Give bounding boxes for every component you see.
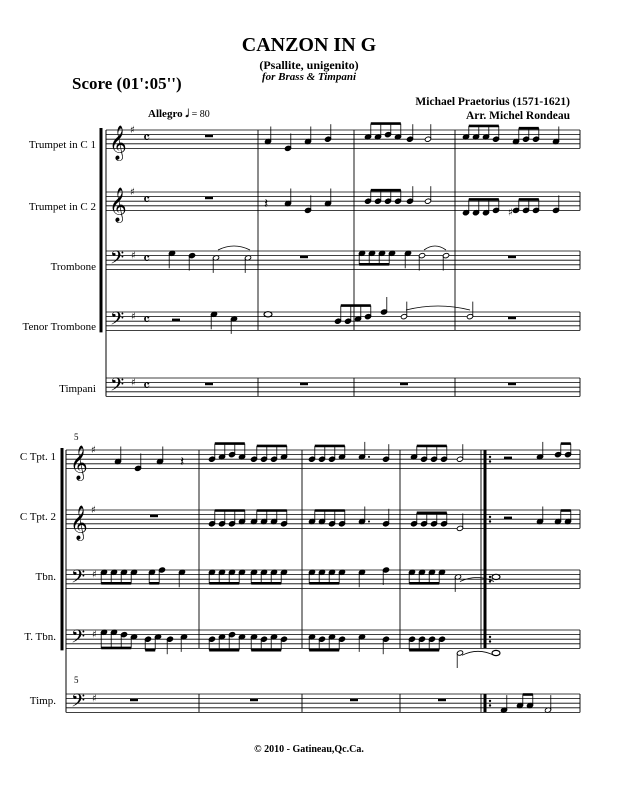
half-rest-icon (504, 517, 512, 520)
whole-rest-icon (205, 197, 213, 200)
common-time-icon: 𝄴 (143, 310, 151, 330)
measure-number-system-2: 5 (74, 432, 79, 442)
measure-number-timpani: 5 (74, 675, 79, 685)
whole-rest-icon (400, 383, 408, 386)
key-sharp-icon: ♯ (130, 187, 135, 198)
common-time-icon: 𝄴 (143, 190, 151, 210)
tie (424, 246, 446, 250)
whole-note (492, 574, 500, 579)
part-name-timp: Timp. (29, 695, 56, 707)
repeat-dot (489, 520, 491, 522)
part-name-trumpet-2: Trumpet in C 2 (28, 201, 96, 213)
bass-clef-icon: 𝄢 (71, 690, 86, 716)
whole-rest-icon (250, 699, 258, 702)
tie (406, 306, 470, 310)
common-time-icon: 𝄴 (143, 249, 151, 269)
bass-clef-icon: 𝄢 (110, 247, 125, 273)
bass-clef-icon: 𝄢 (110, 308, 125, 334)
copyright-footer: © 2010 - Gatineau,Qc.Ca. (254, 744, 364, 755)
treble-clef-icon: 𝄞 (70, 505, 88, 541)
key-sharp-icon: ♯ (91, 505, 96, 516)
repeat-dot (489, 640, 491, 642)
key-sharp-icon: ♯ (91, 445, 96, 456)
half-rest-icon (504, 457, 512, 460)
repeat-dot (489, 704, 491, 706)
bass-clef-icon: 𝄢 (71, 566, 86, 592)
part-name-c-tpt-2: C Tpt. 2 (19, 511, 56, 523)
whole-rest-icon (300, 256, 308, 259)
whole-rest-icon (205, 135, 213, 138)
key-sharp-icon: ♯ (131, 250, 136, 262)
treble-clef-icon: 𝄞 (109, 187, 127, 223)
part-name-c-tpt-1: C Tpt. 1 (19, 451, 56, 463)
half-note-icon: 𝅗𝅥 (185, 108, 189, 120)
score-title: CANZON IN G (241, 34, 377, 56)
repeat-dot (489, 460, 491, 462)
repeat-dot (489, 580, 491, 582)
whole-rest-icon (508, 383, 516, 386)
key-sharp-icon: ♯ (92, 569, 97, 581)
quarter-rest-icon: 𝄽 (180, 453, 185, 470)
part-name-tenor-trombone: Tenor Trombone (22, 321, 96, 333)
metronome-value: = 80 (191, 109, 210, 120)
key-sharp-icon: ♯ (130, 125, 135, 136)
key-sharp-icon: ♯ (131, 377, 136, 389)
common-time-icon: 𝄴 (143, 376, 151, 396)
dot (368, 456, 370, 458)
quarter-rest-icon: 𝄽 (264, 195, 269, 212)
arranger-credit: Arr. Michel Rondeau (465, 110, 570, 122)
part-name-trombone: Trombone (50, 261, 96, 273)
score-subtitle: (Psallite, unigenito) (259, 58, 359, 72)
whole-rest-icon (205, 383, 213, 386)
tempo-word: Allegro (148, 108, 183, 120)
bass-clef-icon: 𝄢 (110, 374, 125, 400)
part-name-trumpet-1: Trumpet in C 1 (28, 139, 96, 151)
repeat-dot (489, 700, 491, 702)
instrumentation-label: for Brass & Timpani (261, 71, 357, 83)
tie (462, 651, 494, 655)
repeat-dot (489, 576, 491, 578)
score-duration-label: Score (01':05'') (72, 74, 182, 93)
half-rest-icon (172, 319, 180, 322)
whole-rest-icon (150, 515, 158, 518)
common-time-icon: 𝄴 (143, 128, 151, 148)
key-sharp-icon: ♯ (131, 311, 136, 323)
treble-clef-icon: 𝄞 (70, 445, 88, 481)
key-sharp-icon: ♯ (92, 693, 97, 705)
whole-note (264, 312, 272, 317)
treble-clef-icon: 𝄞 (109, 125, 127, 161)
repeat-dot (489, 636, 491, 638)
whole-rest-icon (350, 699, 358, 702)
whole-rest-icon (508, 317, 516, 320)
composer-credit: Michael Praetorius (1571-1621) (415, 96, 570, 108)
tie (218, 246, 250, 250)
part-name-t-tbn: T. Tbn. (24, 631, 56, 643)
repeat-dot (489, 516, 491, 518)
whole-rest-icon (438, 699, 446, 702)
dot (368, 521, 370, 523)
part-name-tbn: Tbn. (35, 571, 56, 583)
whole-rest-icon (130, 699, 138, 702)
whole-rest-icon (300, 383, 308, 386)
accidental-sharp-icon: ♯ (508, 207, 513, 219)
key-sharp-icon: ♯ (92, 629, 97, 641)
repeat-dot (489, 456, 491, 458)
whole-note (492, 650, 500, 655)
part-name-timpani: Timpani (59, 383, 96, 395)
whole-rest-icon (508, 256, 516, 259)
bass-clef-icon: 𝄢 (71, 626, 86, 652)
